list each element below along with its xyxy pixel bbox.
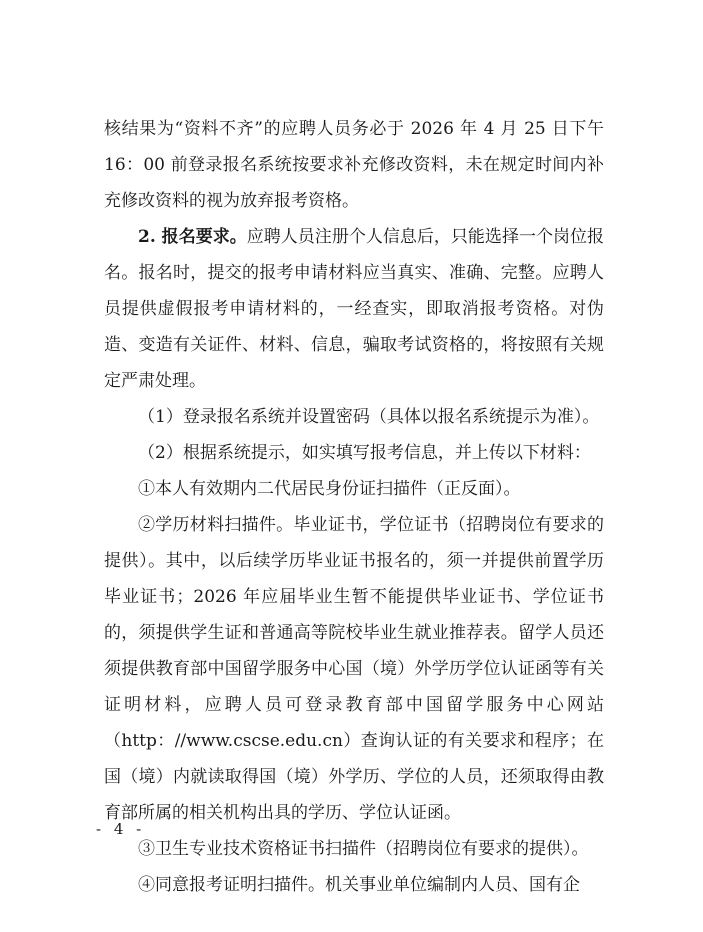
paragraph-item-4: ④同意报考证明扫描件。机关事业单位编制内人员、国有企 [138,875,580,895]
paragraph-item-1: ①本人有效期内二代居民身份证扫描件（正反面）。 [138,479,521,499]
paragraph-item-2: ②学历材料扫描件。毕业证书，学位证书（招聘岗位有要求的提供）。其中，以后续学历毕业证书报名的，须一并提供前置学历毕业证书；2026 年应届毕业生暂不能提供毕业证书、学位证书的，须提供学生证和普通高等院校毕业生就业推荐表。留学人员还须提供教育部中国留学服务中心国（境）外学历学位认证函等有关证明材料，应聘人员可登录教育部中国留学服务中心网站（http：//www.cscse.edu.cn）查询认证的有关要求和程序；在国（境）内就读取得国（境）外学历、学位的人员，还须取得由教育部所属的相关机构出具的学历、学位认证函。 [104,515,604,823]
page-number: - 4 - [96,820,146,838]
paragraph-registration-requirements [104,219,604,399]
paragraph-step-2: （2）根据系统提示，如实填写报考信息，并上传以下材料： [138,443,591,463]
paragraph-step-1: （1）登录报名系统并设置密码（具体以报名系统提示为准）。 [138,407,600,427]
document-body [104,111,604,903]
section-heading: 2. 报名要求。 [138,227,247,247]
section-text: 应聘人员注册个人信息后，只能选择一个岗位报名。报名时，提交的报考申请材料应当真实、准确、完整。应聘人员提供虚假报考申请材料的，一经查实，即取消报考资格。对伪造、变造有关证件、材料、信息，骗取考试资格的，将按照有关规定严肃处理。 [104,227,605,391]
paragraph-item-3: ③卫生专业技术资格证书扫描件（招聘岗位有要求的提供）。 [138,839,589,859]
paragraph-review-result: 核结果为“资料不齐”的应聘人员务必于 2026 年 4 月 25 日下午 16：00 前登录报名系统按要求补充修改资料，未在规定时间内补充修改资料的视为放弃报考资格。 [104,119,604,211]
